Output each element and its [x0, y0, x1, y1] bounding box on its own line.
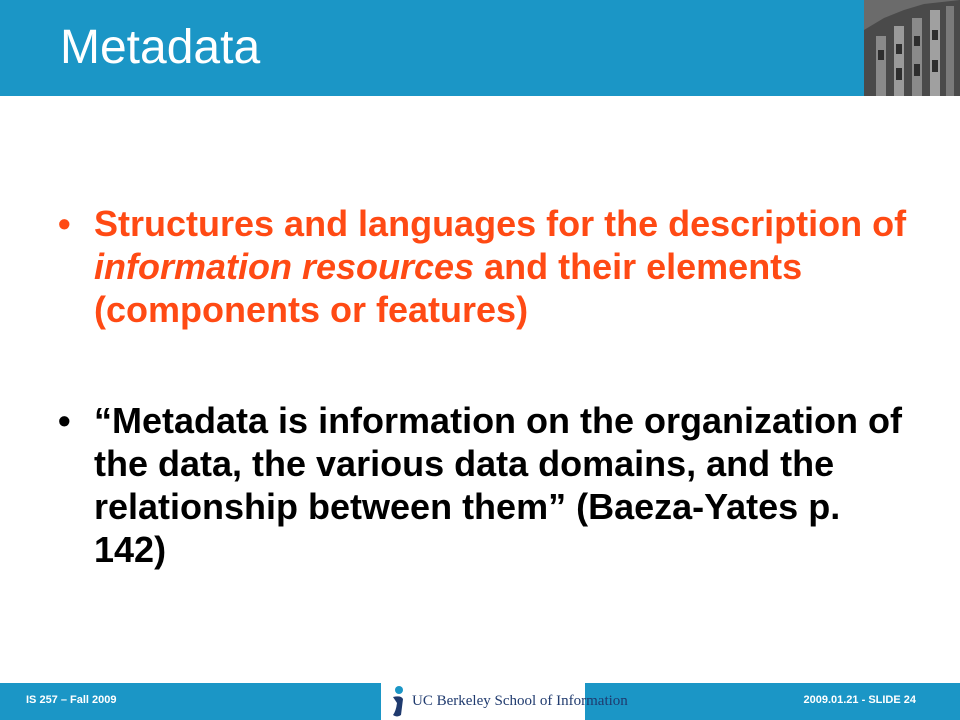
bullet-item-metadata-definition	[58, 202, 908, 331]
bullet-text: “Metadata is information on the organization of the data, the various data domains, and the relationship between them” (Baeza-Yates p. 142)	[94, 400, 903, 570]
footer-logo-text: UC Berkeley School of Information	[412, 693, 628, 709]
bullet-text-start: Structures and languages for the description of	[94, 203, 907, 244]
bullet-text-end: and their elements (components or features)	[94, 246, 803, 330]
bullet-list	[58, 202, 908, 571]
footer-slide-info: 2009.01.21 - SLIDE 24	[803, 694, 916, 706]
bullet-text-emphasis: information resources	[94, 246, 475, 287]
bullet-item-metadata-quote	[58, 399, 908, 571]
header-building-photo	[864, 0, 960, 96]
bullet-mark: •	[58, 400, 71, 441]
i-school-logo-icon	[387, 685, 409, 718]
footer-course-label: IS 257 – Fall 2009	[26, 694, 117, 706]
slide-title: Metadata	[60, 21, 261, 74]
footer-logo	[381, 683, 628, 720]
bullet-mark: •	[58, 203, 71, 244]
